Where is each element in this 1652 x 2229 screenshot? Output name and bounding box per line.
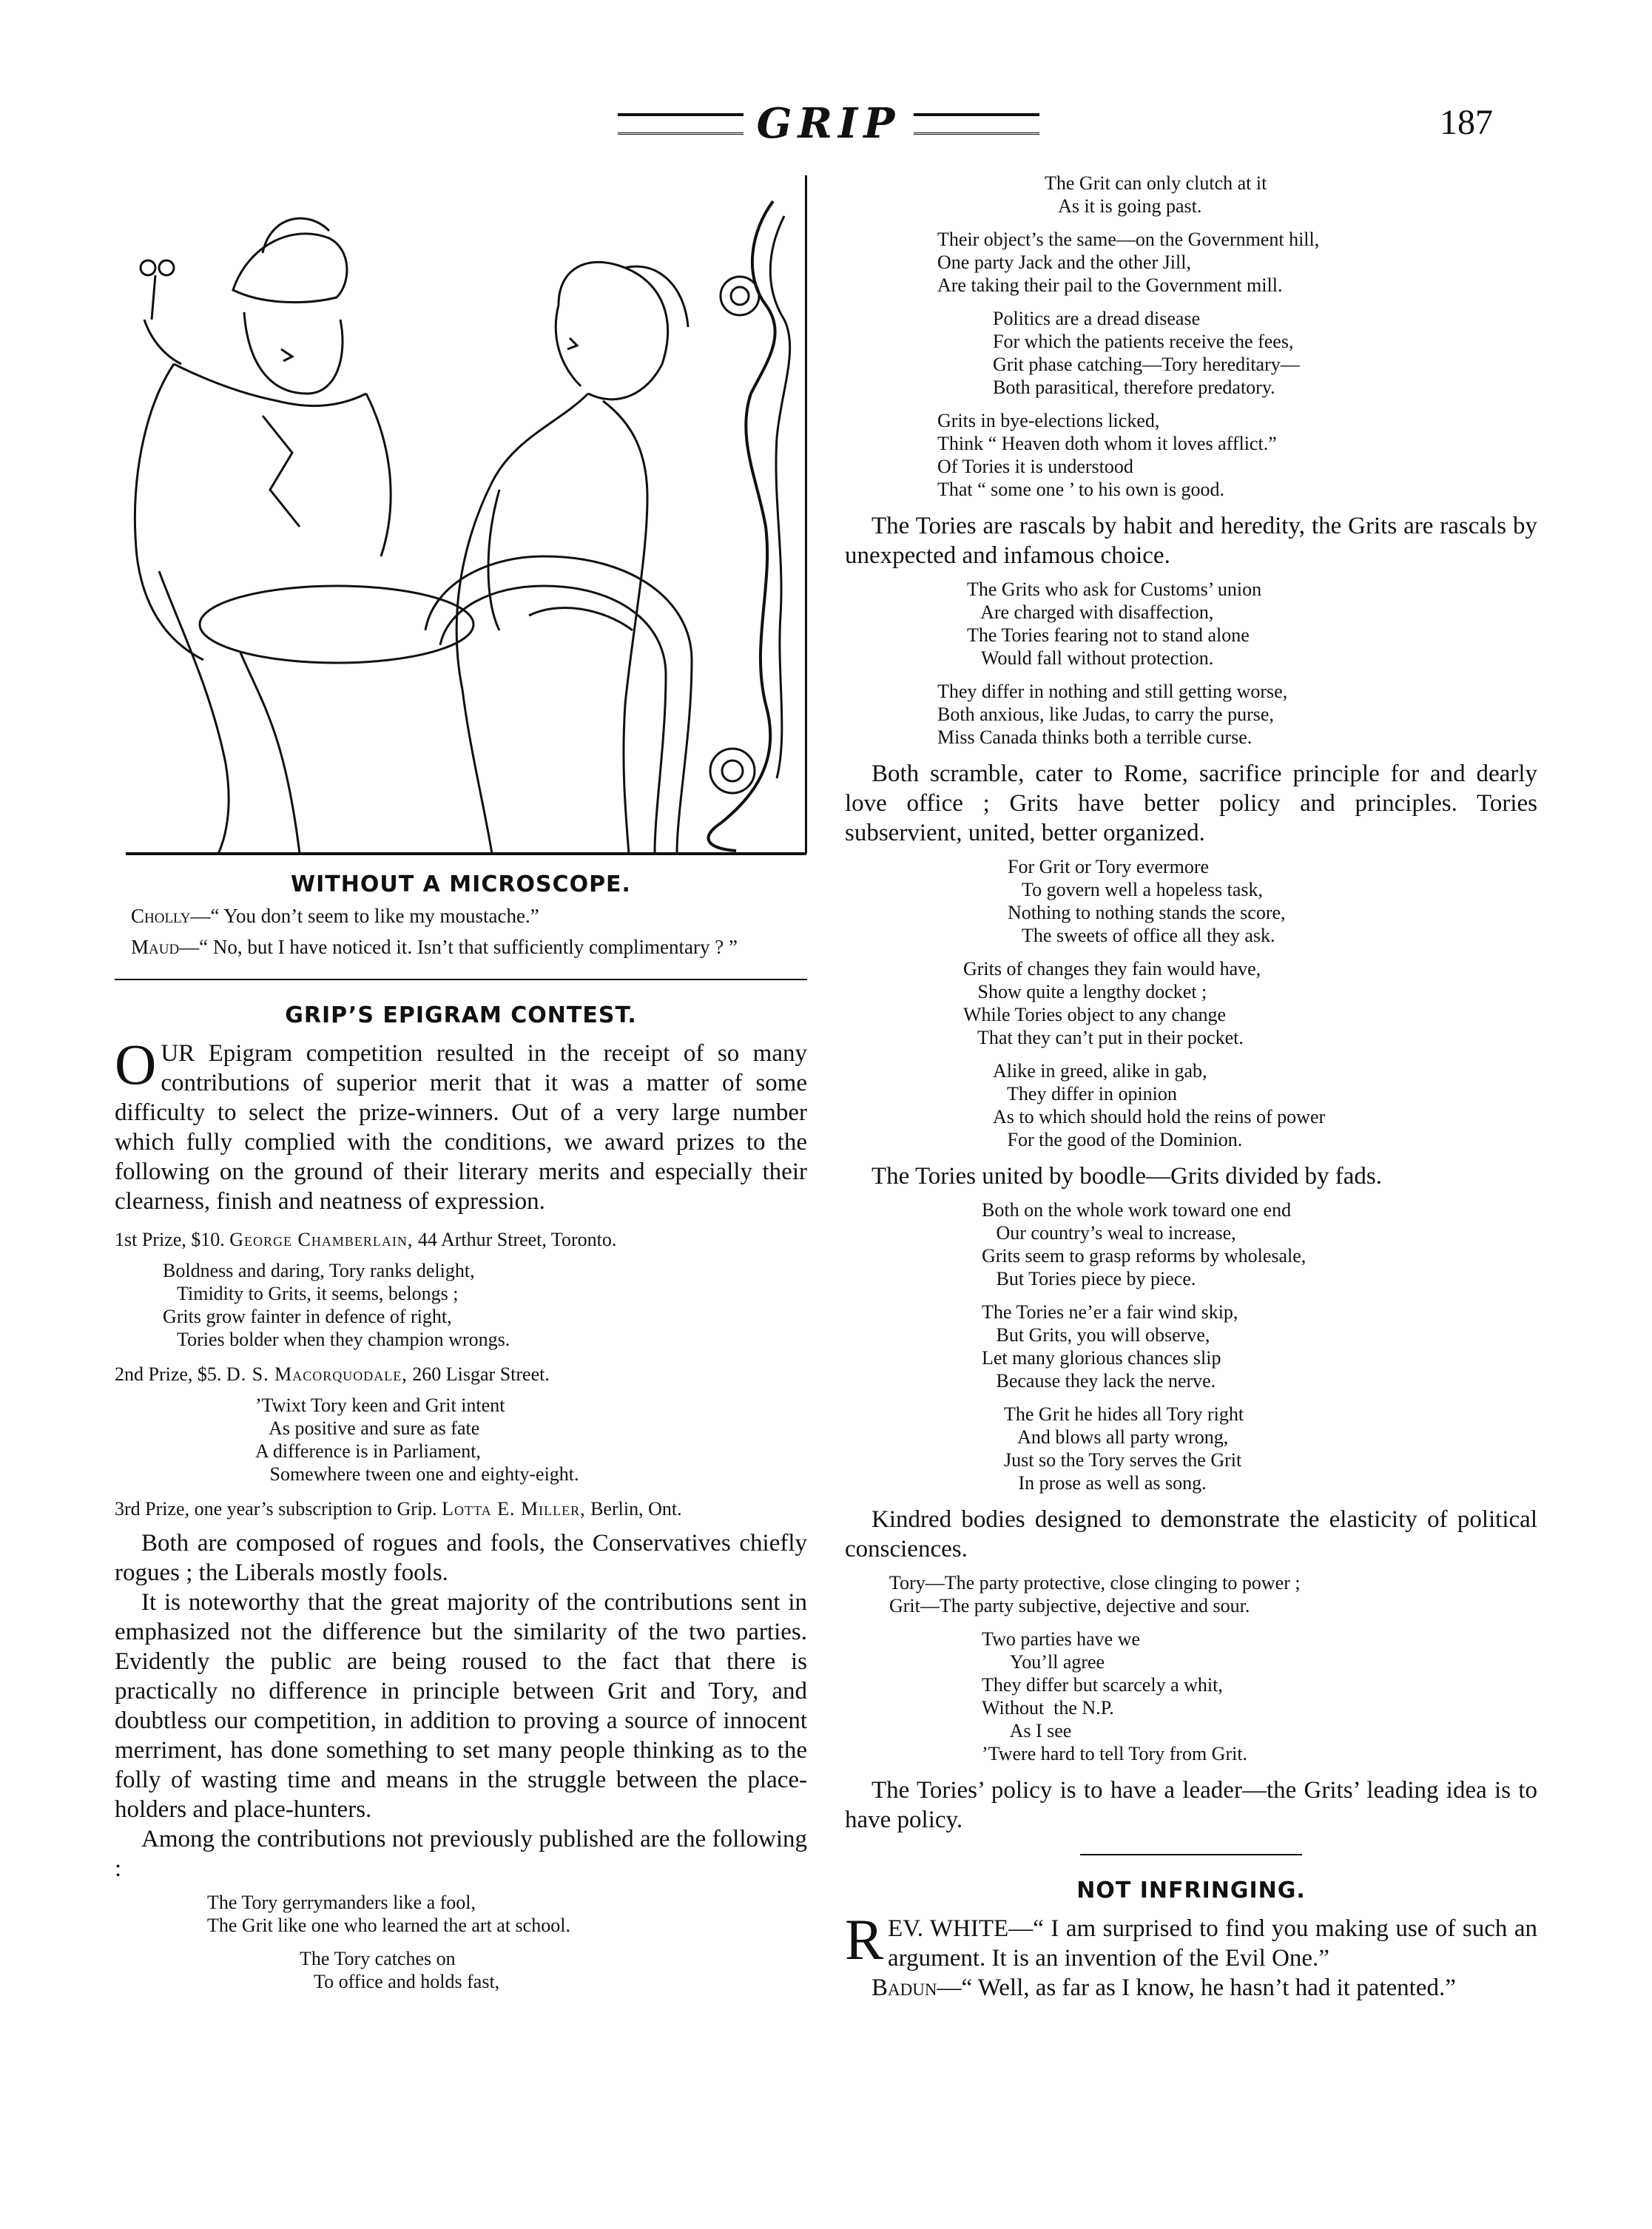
badun-line bbox=[845, 1973, 1537, 2003]
cartoon-drawing bbox=[115, 172, 807, 861]
rev-white-line bbox=[845, 1907, 1537, 1973]
cartoon-title: WITHOUT A MICROSCOPE. bbox=[291, 871, 631, 897]
verse-line: As positive and sure as fate bbox=[255, 1417, 480, 1439]
prose-5: The Tories’ policy is to have a leader—the Grits’ leading idea is to have policy. bbox=[845, 1777, 1537, 1833]
verse-line: You’ll agree bbox=[982, 1651, 1105, 1673]
verse-line: As I see bbox=[982, 1720, 1072, 1741]
masthead-rule-left bbox=[618, 113, 744, 135]
verse-line: Both anxious, like Judas, to carry the purse, bbox=[937, 704, 1274, 725]
left-column bbox=[115, 172, 807, 2003]
verse-line: Are charged with disaffection, bbox=[967, 601, 1214, 623]
contest-title: GRIP’S EPIGRAM CONTEST. bbox=[285, 1002, 637, 1028]
epigram-p bbox=[982, 1628, 1537, 1765]
verse-line: Just so the Tory serves the Grit bbox=[1004, 1449, 1242, 1471]
verse-line: Without the N.P. bbox=[982, 1697, 1114, 1719]
epigram-a bbox=[207, 1891, 807, 1937]
verse-line: They differ in opinion bbox=[993, 1083, 1177, 1105]
prize-3-name: Lotta E. Miller, bbox=[442, 1498, 586, 1520]
prize-2-address: 260 Lisgar Street. bbox=[412, 1363, 550, 1385]
prize-1 bbox=[115, 1228, 807, 1252]
prize-1-name: George Chamberlain, bbox=[229, 1229, 414, 1250]
masthead bbox=[0, 98, 1652, 149]
prize-2-name: D. S. Macorquodale, bbox=[226, 1363, 408, 1385]
epigram-j bbox=[963, 957, 1537, 1049]
epigram-i bbox=[1008, 855, 1537, 947]
verse-line: One party Jack and the other Jill, bbox=[937, 252, 1191, 273]
verse-line: As it is going past. bbox=[1045, 195, 1202, 217]
verse-line: ’Twixt Tory keen and Grit intent bbox=[255, 1395, 505, 1416]
badun-quote: —“ Well, as far as I know, he hasn’t had it patented.” bbox=[937, 1975, 1456, 2001]
prize-2 bbox=[115, 1363, 807, 1386]
verse-line: Both parasitical, therefore predatory. bbox=[993, 377, 1275, 398]
masthead-title: GRIP bbox=[756, 99, 901, 148]
epigram-b bbox=[300, 1947, 807, 1993]
verse-line: Grits in bye-elections licked, bbox=[937, 410, 1160, 431]
speaker-cholly: Cholly bbox=[131, 905, 191, 927]
cholly-quote: —“ You don’t seem to like my moustache.” bbox=[190, 905, 539, 927]
not-infringing-dialogue bbox=[845, 1907, 1537, 1973]
epigram-g bbox=[967, 578, 1537, 670]
verse-line: Grit—The party subjective, dejective and sour. bbox=[889, 1595, 1250, 1616]
epigram-l bbox=[982, 1198, 1537, 1290]
verse-line: For Grit or Tory evermore bbox=[1008, 856, 1210, 877]
contest-para-2: It is noteworthy that the great majority of the contributions sent in emphasized not the difference but the similarity of the two parties. Evidently the public are being roused to the fact that there is practically no difference in principle between Grit and Tory, and doubtless our competition, in addition to proving a source of innocent merriment, has done something to set many people thinking as to the folly of wasting time and means in the struggle between the place-holders and place-hunters. bbox=[115, 1589, 807, 1823]
right-column bbox=[845, 172, 1537, 2003]
verse-line: Show quite a lengthy docket ; bbox=[963, 981, 1207, 1002]
verse-line: Think “ Heaven doth whom it loves afflict.” bbox=[937, 433, 1277, 454]
verse-line: Grit phase catching—Tory hereditary— bbox=[993, 354, 1300, 375]
verse-line: In prose as well as song. bbox=[1004, 1472, 1207, 1494]
verse-line: Miss Canada thinks both a terrible curse. bbox=[937, 726, 1253, 748]
section-divider bbox=[115, 979, 807, 980]
prose-4: Kindred bodies designed to demonstrate the elasticity of political consciences. bbox=[845, 1506, 1537, 1562]
not-infringing-dropcap: R bbox=[845, 1907, 884, 1972]
verse-line: ’Twere hard to tell Tory from Grit. bbox=[982, 1743, 1248, 1764]
verse-line: The Grit like one who learned the art at school. bbox=[207, 1915, 570, 1936]
epigram-m bbox=[982, 1301, 1537, 1392]
prize-3 bbox=[115, 1497, 807, 1521]
verse-line: The Tories ne’er a fair wind skip, bbox=[982, 1301, 1238, 1323]
verse-line: To office and holds fast, bbox=[300, 1971, 500, 1992]
page-number: 187 bbox=[1440, 103, 1493, 142]
verse-line: The Grit he hides all Tory right bbox=[1004, 1403, 1244, 1425]
verse-line: Politics are a dread disease bbox=[993, 308, 1201, 329]
epigram-f bbox=[937, 409, 1537, 501]
verse-line: For the good of the Dominion. bbox=[993, 1129, 1243, 1150]
verse-line: The Tory catches on bbox=[300, 1948, 456, 1969]
prize-3-label: 3rd Prize, one year’s subscription to Grip. bbox=[115, 1498, 437, 1520]
masthead-rule-right bbox=[914, 113, 1039, 135]
verse-line: Two parties have we bbox=[982, 1628, 1141, 1650]
contest-para-1: Both are composed of rogues and fools, the Conservatives chiefly rogues ; the Liberals mostly fools. bbox=[115, 1530, 807, 1586]
verse-line: To govern well a hopeless task, bbox=[1008, 879, 1264, 900]
verse-line: Our country’s weal to increase, bbox=[982, 1222, 1236, 1244]
not-infringing-title: NOT INFRINGING. bbox=[1076, 1878, 1306, 1903]
verse-line: For which the patients receive the fees, bbox=[993, 331, 1294, 352]
verse-line: The Tory gerrymanders like a fool, bbox=[207, 1892, 476, 1913]
speaker-badun: Badun bbox=[871, 1975, 937, 2001]
verse-line: Of Tories it is understood bbox=[937, 456, 1133, 477]
contest-intro bbox=[115, 1032, 807, 1216]
verse-line: Timidity to Grits, it seems, belongs ; bbox=[163, 1283, 459, 1304]
verse-line: While Tories object to any change bbox=[963, 1004, 1227, 1025]
verse-line: They differ but scarcely a whit, bbox=[982, 1674, 1223, 1696]
prose-2: Both scramble, cater to Rome, sacrifice principle for and dearly love office ; Grits have better policy and principles. Tories subservient, united, better organized. bbox=[845, 761, 1537, 846]
contest-para-3: Among the contributions not previously published are the following : bbox=[115, 1826, 807, 1882]
verse-line: Would fall without protection. bbox=[967, 647, 1214, 669]
prose-1: The Tories are rascals by habit and heredity, the Grits are rascals by unexpected and infamous choice. bbox=[845, 513, 1537, 569]
verse-line: The Tories fearing not to stand alone bbox=[967, 624, 1250, 646]
epigram-o bbox=[889, 1571, 1537, 1617]
verse-line: Let many glorious chances slip bbox=[982, 1347, 1221, 1369]
verse-line: Their object’s the same—on the Government hill, bbox=[937, 229, 1320, 250]
verse-line: Grits grow fainter in defence of right, bbox=[163, 1306, 452, 1327]
verse-line: That “ some one ’ to his own is good. bbox=[937, 479, 1225, 500]
epigram-c bbox=[1045, 172, 1537, 217]
verse-line: Boldness and daring, Tory ranks delight, bbox=[163, 1260, 475, 1281]
verse-line: Tory—The party protective, close clinging to power ; bbox=[889, 1572, 1301, 1594]
speaker-rev-white: EV. WHITE bbox=[888, 1915, 1009, 1942]
verse-line: A difference is in Parliament, bbox=[255, 1440, 481, 1462]
verse-line: And blows all party wrong, bbox=[1004, 1426, 1229, 1448]
epigram-n bbox=[1004, 1403, 1537, 1494]
prize-1-address: 44 Arthur Street, Toronto. bbox=[417, 1229, 617, 1250]
prize-2-label: 2nd Prize, $5. bbox=[115, 1363, 222, 1385]
cartoon-illustration bbox=[115, 172, 807, 861]
prize-2-verse bbox=[255, 1394, 807, 1486]
contest-intro-text: UR Epigram competition resulted in the receipt of so many contributions of superior merit that it was a matter of some difficulty to select the prize-winners. Out of a very large number which fully complied with the conditions, we award prizes to the following on the ground of their literary merits and especially their clearness, finish and neatness of expression. bbox=[115, 1040, 807, 1215]
epigram-e bbox=[993, 307, 1537, 399]
verse-line: Somewhere tween one and eighty-eight. bbox=[255, 1463, 579, 1485]
verse-line: But Grits, you will observe, bbox=[982, 1324, 1210, 1346]
verse-line: As to which should hold the reins of power bbox=[993, 1106, 1326, 1127]
speaker-maud: Maud bbox=[131, 936, 180, 958]
verse-line: Nothing to nothing stands the score, bbox=[1008, 902, 1286, 923]
epigram-h bbox=[937, 680, 1537, 749]
verse-line: They differ in nothing and still getting worse, bbox=[937, 681, 1288, 702]
verse-line: Both on the whole work toward one end bbox=[982, 1199, 1292, 1221]
contest-dropcap: O bbox=[115, 1032, 157, 1096]
epigram-k bbox=[993, 1059, 1537, 1151]
prize-1-verse bbox=[163, 1259, 807, 1351]
verse-line: Grits of changes they fain would have, bbox=[963, 958, 1261, 979]
prize-3-address: Berlin, Ont. bbox=[590, 1498, 682, 1520]
verse-line: Are taking their pail to the Government mill. bbox=[937, 274, 1283, 296]
prize-1-label: 1st Prize, $10. bbox=[115, 1229, 225, 1250]
maud-quote: —“ No, but I have noticed it. Isn’t that sufficiently complimentary ? ” bbox=[179, 936, 738, 958]
verse-line: Because they lack the nerve. bbox=[982, 1370, 1216, 1392]
verse-line: That they can’t put in their pocket. bbox=[963, 1027, 1244, 1048]
prose-3: The Tories united by boodle—Grits divided by fads. bbox=[871, 1163, 1382, 1190]
section-divider bbox=[1080, 1854, 1302, 1855]
epigram-d bbox=[937, 228, 1537, 297]
verse-line: The sweets of office all they ask. bbox=[1008, 925, 1275, 946]
cartoon-dialogue-maud bbox=[115, 934, 807, 960]
verse-line: The Grit can only clutch at it bbox=[1045, 172, 1267, 194]
rev-white-quote: —“ I am surprised to find you making use of such an argument. It is an invention of the Evil One.” bbox=[888, 1915, 1537, 1972]
masthead-banner bbox=[599, 98, 1058, 149]
cartoon-dialogue-cholly bbox=[115, 903, 807, 928]
verse-line: Tories bolder when they champion wrongs. bbox=[163, 1329, 510, 1350]
verse-line: The Grits who ask for Customs’ union bbox=[967, 579, 1262, 600]
verse-line: Alike in greed, alike in gab, bbox=[993, 1060, 1207, 1082]
verse-line: Grits seem to grasp reforms by wholesale, bbox=[982, 1245, 1307, 1267]
verse-line: But Tories piece by piece. bbox=[982, 1268, 1196, 1289]
